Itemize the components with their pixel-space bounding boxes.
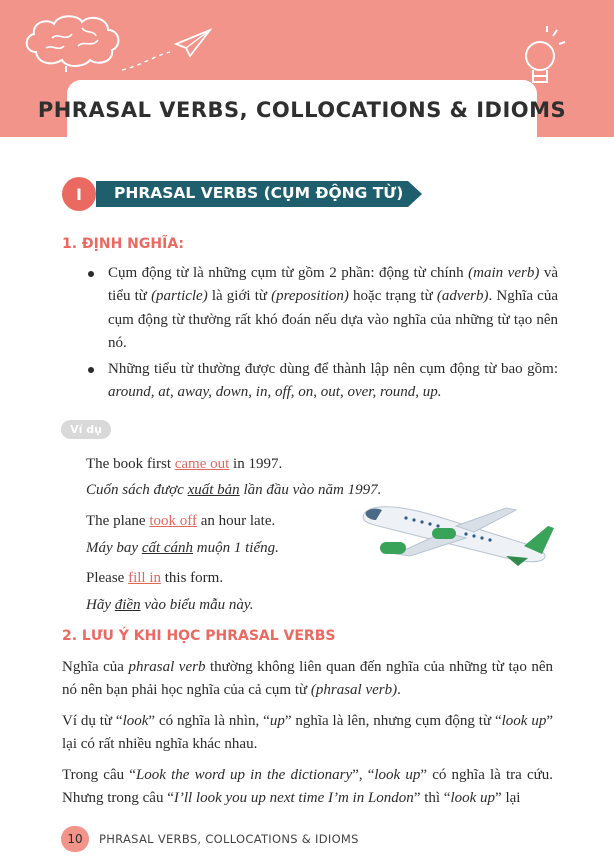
- list-item: Những tiểu từ thường được dùng để thành lập nên cụm động từ bao gồm: around, at, away, down, in, off, on, out, over, round, up.: [88, 358, 558, 405]
- header-banner: [0, 0, 614, 137]
- title-box: [37, 80, 567, 140]
- page-title: PHRASAL VERBS, COLLOCATIONS & IDIOMS: [37, 98, 567, 122]
- example-en: Please fill in this form.: [86, 570, 224, 586]
- example-vi: Cuốn sách được xuất bản lần đầu vào năm 1997.: [86, 482, 382, 498]
- page-number: 10: [61, 826, 89, 852]
- paragraph: Trong câu “Look the word up in the dictionary”, “look up” có nghĩa là tra cứu. Nhưng trong câu “I’ll look you up next time I’m in London” thì “look up” lại: [62, 767, 554, 807]
- paragraph: Ví dụ từ “look” có nghĩa là nhìn, “up” nghĩa là lên, nhưng cụm động từ “look up” lại có rất nhiều nghĩa khác nhau.: [62, 713, 553, 753]
- paragraph: Nghĩa của phrasal verb thường không liên quan đến nghĩa của những từ tạo nên nó nên bạn phải học nghĩa của cả cụm từ (phrasal verb).: [62, 659, 553, 699]
- airplane-illustration: [356, 496, 556, 576]
- example-vi: Hãy điền vào biểu mẫu này.: [86, 597, 254, 613]
- subsection-title-definition: 1. ĐỊNH NGHĨA:: [62, 236, 185, 252]
- section-title: PHRASAL VERBS (CỤM ĐỘNG TỪ): [114, 184, 404, 202]
- example-tag: Ví dụ: [61, 420, 111, 439]
- definition-list: [88, 262, 558, 406]
- example-en: The plane took off an hour late.: [86, 513, 276, 529]
- example-vi: Máy bay cất cánh muộn 1 tiếng.: [86, 540, 279, 556]
- example-en: The book first came out in 1997.: [86, 456, 283, 472]
- subsection-title-notes: 2. LƯU Ý KHI HỌC PHRASAL VERBS: [62, 628, 336, 644]
- footer-title: PHRASAL VERBS, COLLOCATIONS & IDIOMS: [99, 832, 359, 846]
- brain-icon: [22, 12, 126, 72]
- page-footer: [61, 826, 359, 852]
- section-number: I: [62, 177, 96, 211]
- section-band: [96, 181, 422, 207]
- section-heading: [62, 177, 422, 211]
- list-item: Cụm động từ là những cụm từ gồm 2 phần: động từ chính (main verb) và tiểu từ (particle) là giới từ (preposition) hoặc trạng từ (adverb). Nghĩa của cụm động từ thường rất khó đoán nếu dựa vào nghĩa của những từ tạo nên nó.: [88, 262, 558, 356]
- paper-plane-icon: [120, 26, 212, 72]
